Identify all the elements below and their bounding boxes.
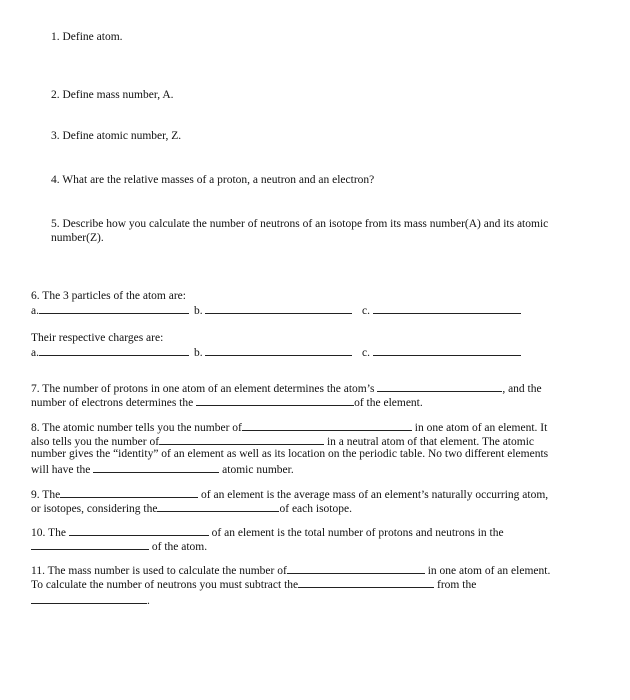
q10-blank-2[interactable] — [31, 538, 149, 550]
question-1: 1. Define atom. — [51, 31, 123, 43]
q10-blank-1[interactable] — [69, 524, 209, 536]
q9-blank-2[interactable] — [157, 500, 279, 512]
question-11-line-3 — [31, 592, 150, 608]
q8-blank-2[interactable] — [159, 433, 324, 445]
charge-b-blank[interactable] — [205, 344, 352, 356]
particle-b-label: b. — [194, 305, 203, 317]
q7-text-2: , and the — [502, 383, 542, 395]
charges-title: Their respective charges are: — [31, 332, 164, 344]
q7-text-3: number of electrons determines the — [31, 397, 194, 409]
question-2: 2. Define mass number, A. — [51, 89, 174, 101]
question-8-line-4 — [31, 461, 294, 477]
q10-text-1: 10. The — [31, 527, 66, 539]
question-4: 4. What are the relative masses of a proton, a neutron and an electron? — [51, 174, 375, 186]
q10-text-3: of the atom. — [151, 541, 208, 553]
q9-blank-1[interactable] — [60, 486, 198, 498]
q11-text-5: . — [147, 595, 150, 607]
particle-c-blank[interactable] — [373, 302, 521, 314]
question-5-line-1: 5. Describe how you calculate the number of neutrons of an isotope from its mass number(A) and its atomic — [51, 218, 549, 230]
q8-text-1: 8. The atomic number tells you the number of — [31, 422, 242, 434]
q8-text-6: will have the — [31, 464, 91, 476]
q7-text-1: 7. The number of protons in one atom of an element determines the atom’s — [31, 383, 375, 395]
charge-c-row — [362, 344, 521, 360]
q8-blank-3[interactable] — [93, 461, 219, 473]
question-10-line-2 — [31, 538, 207, 554]
particle-c-label: c. — [362, 305, 370, 317]
q11-blank-2[interactable] — [298, 576, 434, 588]
q8-text-7: atomic number. — [222, 464, 294, 476]
q8-blank-1[interactable] — [242, 419, 412, 431]
q7-text-4: of the element. — [354, 397, 423, 409]
q9-text-2: of an element is the average mass of an element’s naturally occurring atom, — [201, 489, 549, 501]
q8-text-2: in one atom of an element. It — [414, 422, 548, 434]
question-7-line-2 — [31, 394, 423, 410]
charge-a-label: a. — [31, 347, 39, 359]
q11-text-2: in one atom of an element. — [427, 565, 551, 577]
charge-c-label: c. — [362, 347, 370, 359]
question-11-line-2 — [31, 576, 476, 592]
charge-b-row — [194, 344, 352, 360]
q11-blank-3[interactable] — [31, 592, 147, 604]
question-6-title: 6. The 3 particles of the atom are: — [31, 290, 186, 302]
q10-text-2: of an element is the total number of protons and neutrons in the — [211, 527, 504, 539]
q9-text-1: 9. The — [31, 489, 61, 501]
question-8-line-3: number gives the “identity” of an element as well as its location on the periodic table. No two different elements — [31, 448, 549, 460]
q9-text-3: or isotopes, considering the — [31, 503, 158, 515]
q11-text-3: To calculate the number of neutrons you must subtract the — [31, 579, 299, 591]
particle-a-label: a. — [31, 305, 39, 317]
q7-blank-2[interactable] — [196, 394, 354, 406]
question-5-line-2: number(Z). — [51, 232, 104, 244]
charge-c-blank[interactable] — [373, 344, 521, 356]
particle-b-row — [194, 302, 352, 318]
question-9-line-2 — [31, 500, 352, 516]
particle-b-blank[interactable] — [205, 302, 352, 314]
q8-text-4: in a neutral atom of that element. The atomic — [326, 436, 534, 448]
q9-text-4: of each isotope. — [279, 503, 352, 515]
q11-blank-1[interactable] — [287, 562, 425, 574]
q8-text-3: also tells you the number of — [31, 436, 160, 448]
q7-blank-1[interactable] — [377, 380, 502, 392]
charge-a-blank[interactable] — [39, 344, 189, 356]
q11-text-4: from the — [437, 579, 477, 591]
particle-a-blank[interactable] — [39, 302, 189, 314]
question-3: 3. Define atomic number, Z. — [51, 130, 182, 142]
q11-text-1: 11. The mass number is used to calculate the number of — [31, 565, 287, 577]
particle-a-row — [31, 302, 189, 318]
charge-a-row — [31, 344, 189, 360]
particle-c-row — [362, 302, 521, 318]
charge-b-label: b. — [194, 347, 203, 359]
